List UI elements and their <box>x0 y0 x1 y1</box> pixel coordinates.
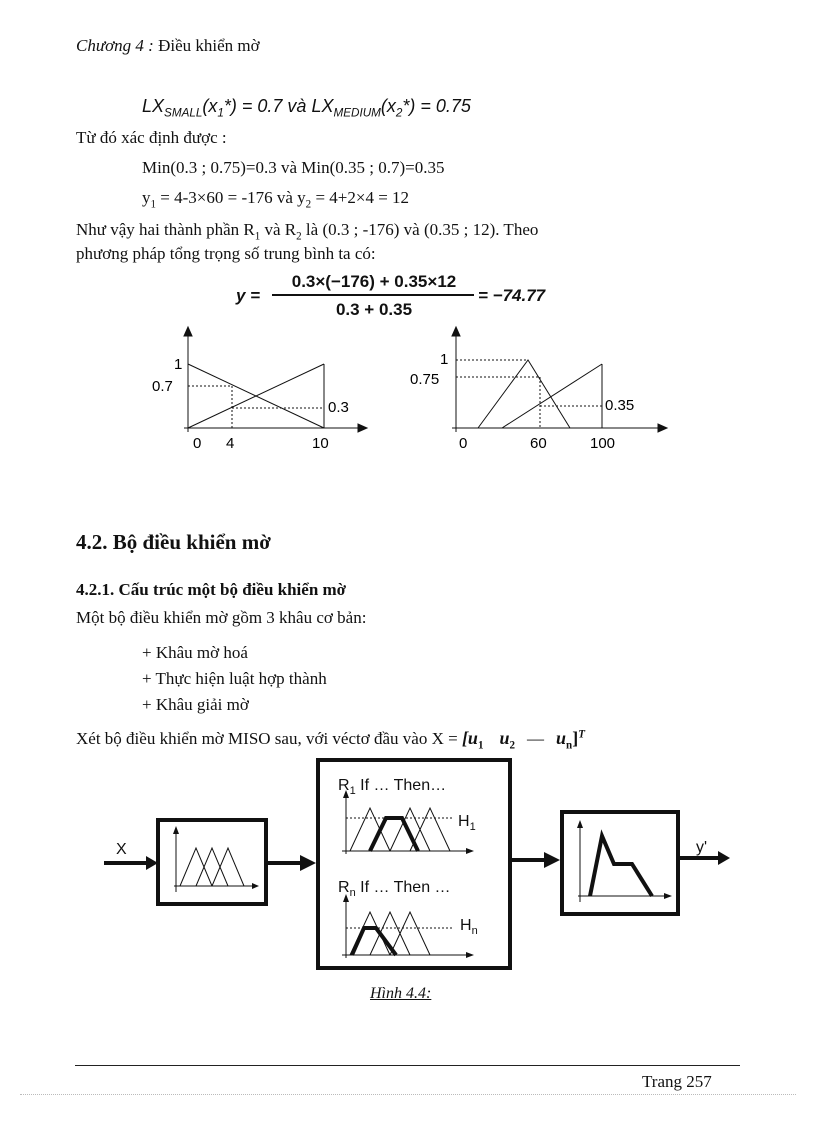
right-x-label-60: 60 <box>530 435 547 452</box>
arg2-sub: 2 <box>395 106 403 120</box>
rule1-set-a <box>350 808 390 851</box>
right-x-label-100: 100 <box>590 435 616 452</box>
page-number: 257 <box>686 1072 712 1091</box>
defuzz-x-arrow <box>664 893 672 899</box>
subsection-title: 4.2.1. Cấu trúc một bộ điều khiển mờ <box>76 580 347 599</box>
fuzz-x-arrow <box>252 883 259 889</box>
h1-sub: 1 <box>469 821 476 833</box>
right-x-arrow <box>658 424 667 432</box>
hn: H <box>460 917 472 934</box>
line-from: Từ đó xác định được : <box>76 128 227 147</box>
arg1: (x <box>202 96 218 116</box>
formula-numerator: 0.3×(−176) + 0.35×12 <box>291 272 457 291</box>
rule1-x-arrow <box>466 848 474 854</box>
rulen-clipped-set <box>352 928 396 955</box>
p1-s1: 1 <box>254 230 261 243</box>
lx-small: LX <box>142 96 165 116</box>
left-x-label-10: 10 <box>312 435 329 452</box>
input-label: X <box>116 841 127 858</box>
section-title: 4.2. Bộ điều khiển mờ <box>76 530 271 554</box>
page-bottom-dotted <box>20 1094 796 1095</box>
fuzzy-controller-diagram <box>96 756 736 972</box>
paragraph-line-2: phương pháp tổng trọng số trung bình ta có: <box>76 244 376 263</box>
arg1-sub: 1 <box>217 106 224 120</box>
bullet-list <box>142 640 327 718</box>
y1: y <box>142 188 151 207</box>
left-right-label: 0.3 <box>328 399 349 416</box>
membership-chart-right <box>400 322 690 454</box>
right-y-label-1: 1 <box>440 351 449 368</box>
output-label: y' <box>696 839 708 856</box>
rule1-text: If … Then… <box>355 777 447 794</box>
intro-line: Một bộ điều khiển mờ gồm 3 khâu cơ bản: <box>76 608 367 627</box>
rulen-x-arrow <box>466 952 474 958</box>
chapter-title: Điều khiển mờ <box>158 36 260 55</box>
arg2-end: *) = 0.75 <box>402 96 471 116</box>
left-x-label-4: 4 <box>226 435 235 452</box>
rule1-set-b <box>390 808 430 851</box>
rulen-r: R <box>338 879 350 896</box>
page-footer <box>642 1072 712 1092</box>
arrow-rules-to-defuzz-head <box>544 852 560 868</box>
right-x-label-0: 0 <box>459 435 468 452</box>
y2-rest: = 4+2×4 = 12 <box>311 188 410 207</box>
vector-sub-1: 1 <box>477 739 484 752</box>
output-arrow-head <box>718 851 730 865</box>
formula-fraction-bar <box>272 294 474 296</box>
fuzz-set-2 <box>196 848 228 886</box>
footer-rule <box>75 1065 740 1066</box>
p1-c: là (0.3 ; -176) và (0.35 ; 12). Theo <box>301 220 539 239</box>
rulen-sub: n <box>349 887 356 899</box>
vector-open: [u <box>461 728 478 748</box>
membership-line <box>142 96 471 120</box>
vector-u2: u <box>499 728 510 748</box>
fuzz-y-arrow <box>173 826 179 834</box>
sub-medium: MEDIUM <box>333 106 381 120</box>
fuzz-set-1 <box>180 848 212 886</box>
p1-s2: 2 <box>296 230 302 243</box>
left-x-arrow <box>358 424 367 432</box>
membership-chart-left <box>140 322 380 454</box>
vector-sub-n: n <box>566 739 573 752</box>
miso-text: Xét bộ điều khiển mờ MISO sau, với véctơ đầu vào X = <box>76 729 462 748</box>
sub-small: SMALL <box>164 106 203 120</box>
bullet-item: + Khâu giải mờ <box>142 695 249 714</box>
chapter-header <box>76 36 260 56</box>
defuzz-y-arrow <box>577 820 583 828</box>
vector-dash: — <box>527 729 545 748</box>
line-min: Min(0.3 ; 0.75)=0.3 và Min(0.35 ; 0.7)=0.35 <box>142 158 445 177</box>
hn-sub: n <box>471 925 478 937</box>
arg1-end: *) = 0.7 và <box>223 96 312 116</box>
h1: H <box>458 813 470 830</box>
right-y-arrow <box>452 327 460 336</box>
lx-medium: LX <box>311 96 334 116</box>
rule1-sub: 1 <box>349 785 356 797</box>
rulen-set-c <box>390 912 430 955</box>
arg2: (x <box>380 96 396 116</box>
y2: y <box>297 188 306 207</box>
vector-close: ] <box>572 728 579 748</box>
right-trapezoid-set <box>478 360 570 428</box>
y1-sub: 1 <box>150 198 157 211</box>
right-y-label-075: 0.75 <box>410 371 440 388</box>
fuzz-set-3 <box>212 848 244 886</box>
arrow-fuzz-to-rules-head <box>300 855 316 871</box>
figure-caption: Hình 4.4: <box>370 985 432 1002</box>
vector-un: u <box>556 728 567 748</box>
chapter-label: Chương 4 : <box>76 36 154 55</box>
y1-rest: = 4-3×60 = -176 và <box>156 188 298 207</box>
vector-sub-2: 2 <box>509 739 516 752</box>
left-y-label-07: 0.7 <box>152 378 173 395</box>
rulen-text: If … Then … <box>355 879 451 896</box>
rule1-r: R <box>338 777 350 794</box>
p1-a: Như vậy hai thành phần R <box>76 220 255 239</box>
bullet-item: + Khâu mờ hoá <box>142 643 248 662</box>
formula-denominator: 0.3 + 0.35 <box>335 300 413 319</box>
right-right-label: 0.35 <box>605 397 635 414</box>
left-y-label-1: 1 <box>174 356 183 373</box>
y2-sub: 2 <box>305 198 312 211</box>
h1-label <box>458 813 476 833</box>
p1-b: và R <box>260 220 297 239</box>
vector-transpose: T <box>578 728 585 741</box>
left-x-label-0: 0 <box>193 435 202 452</box>
line-y-values <box>142 188 409 210</box>
defuzz-aggregated-set <box>590 836 652 896</box>
page-label: Trang <box>642 1072 682 1091</box>
rule1-label <box>338 777 446 797</box>
formula-result: = −74.77 <box>478 286 546 305</box>
miso-line <box>76 728 585 751</box>
formula-lhs: y = <box>236 286 261 305</box>
rulen-label <box>338 879 451 899</box>
right-increasing-set <box>502 364 602 428</box>
bullet-item: + Thực hiện luật hợp thành <box>142 669 327 688</box>
paragraph-line-1 <box>76 220 740 242</box>
left-y-arrow <box>184 327 192 336</box>
hn-label <box>460 917 478 937</box>
